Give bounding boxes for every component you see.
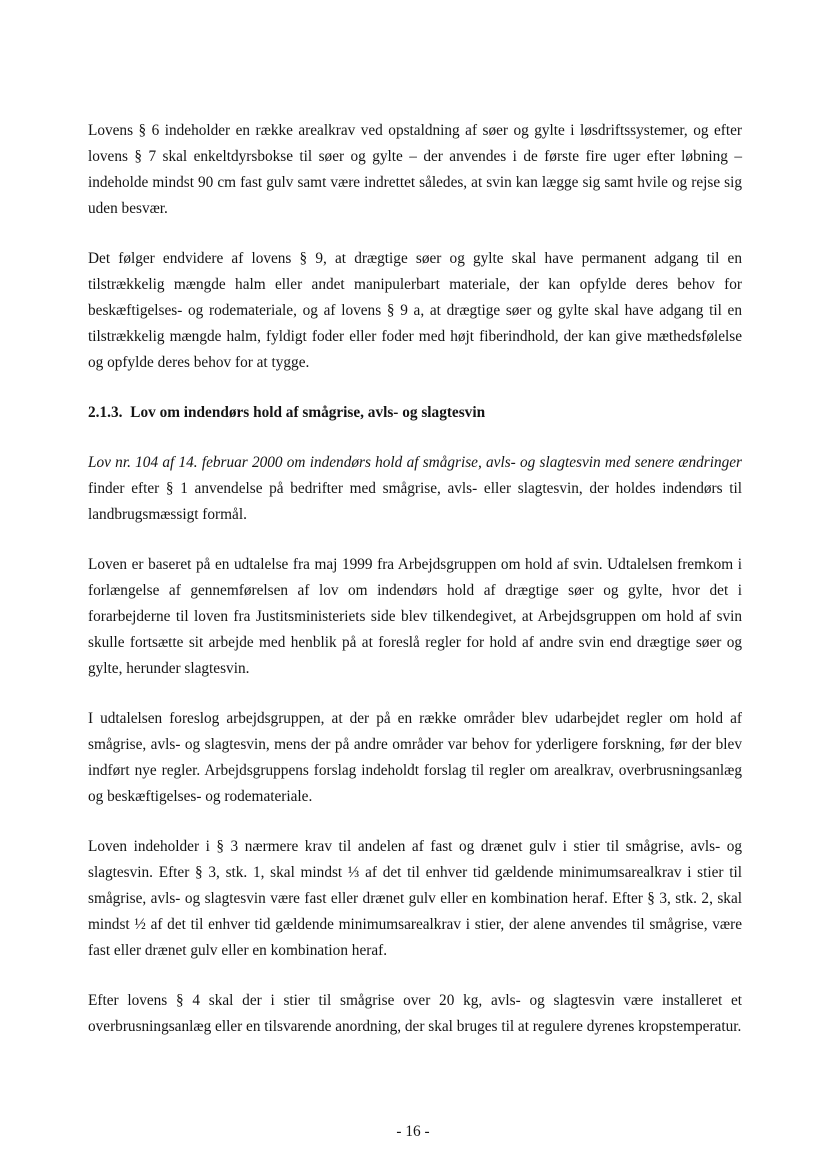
- paragraph-halm: Det følger endvidere af lovens § 9, at drægtige søer og gylte skal have permanent adgang til en tilstrækkelig mængde halm eller andet manipulerbart materiale, der kan opfylde deres behov for beskæftigelses- og rodemateriale, og af lovens § 9 a, at drægtige søer og gylte skal have adgang til en tilstrækkelig mængde halm, fyldigt foder eller foder med højt fiberindhold, der kan give mæthedsfølelse og opfylde deres behov for at tygge.: [88, 250, 742, 371]
- paragraph-overbrusning: Efter lovens § 4 skal der i stier til smågrise over 20 kg, avls- og slagtesvin være installeret et overbrusningsanlæg eller en tilsvarende anordning, der skal bruges til at regulere dyrenes kropstemperatur.: [88, 992, 742, 1035]
- section-number: 2.1.3.: [88, 404, 123, 421]
- paragraph-udtalelse: Loven er baseret på en udtalelse fra maj 1999 fra Arbejdsgruppen om hold af svin. Udtalelsen fremkom i forlængelse af gennemførelsen af lov om indendørs hold af drægtige søer og gylte, hvor det i forarbejderne til loven fra Justitsministeriets side blev tilkendegivet, at Arbejdsgruppen om hold af svin skulle fortsætte sit arbejde med henblik på at foreslå regler for hold af andre svin end drægtige søer og gylte, herunder slagtesvin.: [88, 556, 742, 677]
- document-page: [88, 118, 742, 1040]
- section-heading: [88, 400, 742, 426]
- paragraph-gulv: Loven indeholder i § 3 nærmere krav til andelen af fast og drænet gulv i stier til smågrise, avls- og slagtesvin. Efter § 3, stk. 1, skal mindst ⅓ af det til enhver tid gældende minimumsarealkrav i stier til smågrise, avls- og slagtesvin være fast eller drænet gulv eller en kombination heraf. Efter § 3, stk. 2, skal mindst ½ af det til enhver tid gældende minimumsarealkrav i stier, der alene anvendes til smågrise, være fast eller drænet gulv eller en kombination heraf.: [88, 838, 742, 959]
- section-title: Lov om indendørs hold af smågrise, avls- og slagtesvin: [130, 404, 486, 421]
- paragraph-law-reference: [88, 450, 742, 528]
- paragraph-arealkrav: Lovens § 6 indeholder en række arealkrav ved opstaldning af søer og gylte i løsdriftssystemer, og efter lovens § 7 skal enkeltdyrsbokse til søer og gylte – der anvendes i de første fire uger efter løbning – indeholde mindst 90 cm fast gulv samt være indrettet således, at svin kan lægge sig samt hvile og rejse sig uden besvær.: [88, 122, 742, 217]
- law-title: Lov nr. 104 af 14. februar 2000 om indendørs hold af smågrise, avls- og slagtesvin med senere ændringer: [88, 454, 742, 471]
- paragraph-arbejdsgruppen: I udtalelsen foreslog arbejdsgruppen, at der på en række områder blev udarbejdet regler om hold af smågrise, avls- og slagtesvin, mens der på andre områder var behov for yderligere forskning, før der blev indført nye regler. Arbejdsgruppens forslag indeholdt forslag til regler om arealkrav, overbrusningsanlæg og beskæftigelses- og rodemateriale.: [88, 710, 742, 805]
- law-reference-text: finder efter § 1 anvendelse på bedrifter med smågrise, avls- eller slagtesvin, der holdes indendørs til landbrugsmæssigt formål.: [88, 480, 742, 523]
- page-number: - 16 -: [396, 1123, 430, 1140]
